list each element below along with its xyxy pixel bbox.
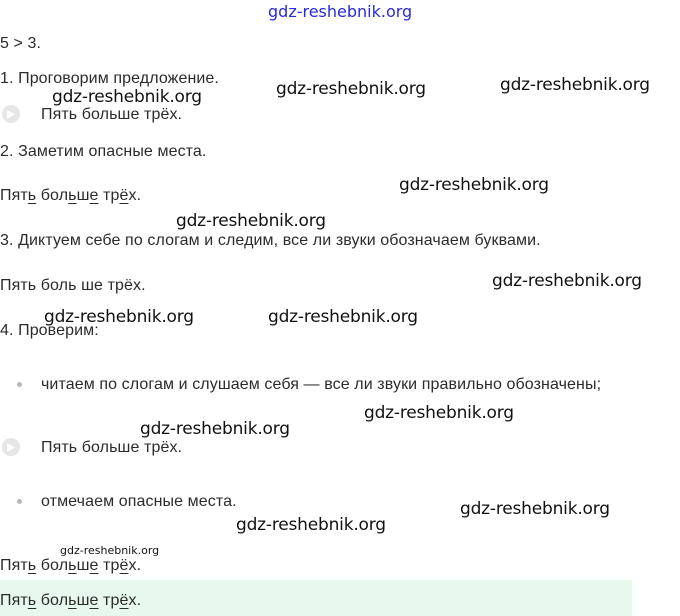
step-3-heading: 3. Диктуем себе по слогам и следим, все ли звуки обозначаем буквами. [0, 232, 541, 249]
watermark: gdz-reshebnik.org [268, 307, 418, 327]
play-icon [7, 110, 15, 119]
bullet-item-1: читаем по слогам и слушаем себя — все ли звуки правильно обозначены; [41, 376, 602, 393]
watermark: gdz-reshebnik.org [52, 87, 202, 107]
watermark-top: gdz-reshebnik.org [268, 2, 413, 21]
watermark: gdz-reshebnik.org [44, 307, 194, 327]
sentence-audio-1: Пять больше трёх. [41, 106, 183, 123]
watermark: gdz-reshebnik.org [236, 515, 386, 535]
sentence-audio-2: Пять больше трёх. [41, 439, 183, 456]
bullet-dot [17, 499, 22, 504]
watermark: gdz-reshebnik.org [500, 75, 650, 95]
watermark-small: gdz-reshebnik.org [60, 544, 160, 557]
equation: 5 > 3. [0, 35, 42, 52]
bullet-item-2: отмечаем опасные места. [41, 493, 237, 510]
sentence-answer: Пять больше трёх. [0, 592, 142, 609]
step-1-heading: 1. Проговорим предложение. [0, 70, 219, 87]
sentence-marked-2: Пять больше трёх. [0, 557, 142, 574]
play-button[interactable] [2, 105, 20, 123]
watermark: gdz-reshebnik.org [140, 419, 290, 439]
watermark: gdz-reshebnik.org [176, 211, 326, 231]
watermark: gdz-reshebnik.org [399, 175, 549, 195]
watermark: gdz-reshebnik.org [276, 79, 426, 99]
sentence-syllables: Пять боль ше трёх. [0, 277, 146, 294]
step-2-heading: 2. Заметим опасные места. [0, 143, 207, 160]
watermark: gdz-reshebnik.org [460, 499, 610, 519]
sentence-marked-1: Пять больше трёх. [0, 187, 142, 204]
watermark: gdz-reshebnik.org [364, 403, 514, 423]
step-4-heading: 4. Проверим: [0, 322, 99, 339]
watermark: gdz-reshebnik.org [492, 271, 642, 291]
play-icon [7, 443, 15, 452]
play-button[interactable] [2, 438, 20, 456]
bullet-dot [17, 382, 22, 387]
